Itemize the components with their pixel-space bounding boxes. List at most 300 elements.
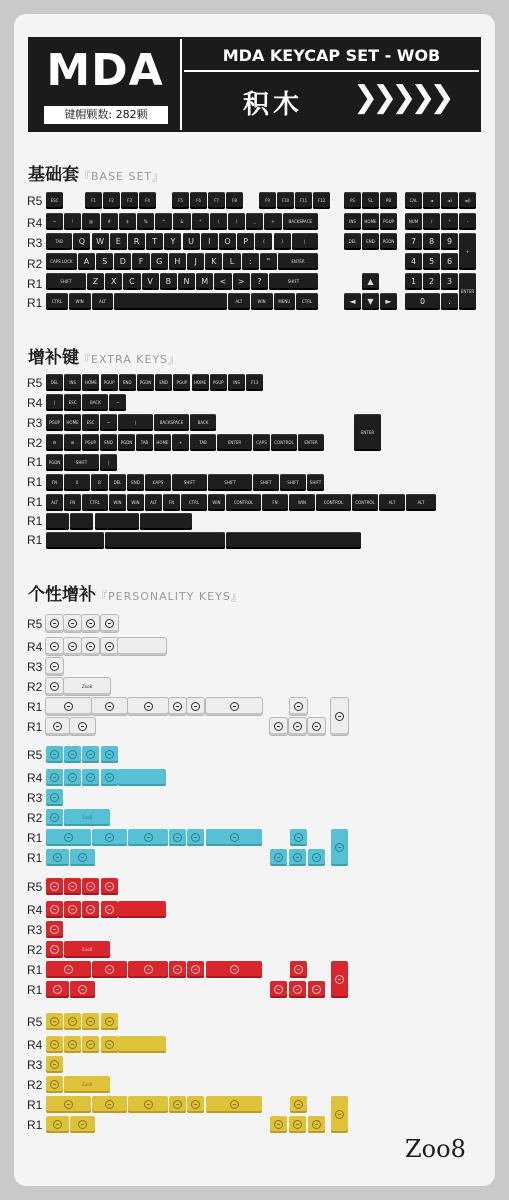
row-label: R3	[27, 1058, 43, 1072]
row-label: R3	[27, 236, 43, 250]
keycap: P	[237, 233, 254, 250]
keycap: SHIFT	[280, 474, 306, 491]
keycap	[101, 638, 118, 655]
keycap: E	[110, 233, 127, 250]
keycap	[64, 615, 81, 632]
keycap: *	[192, 213, 209, 230]
keycap: PGUP	[380, 213, 397, 230]
keycap	[308, 1116, 325, 1133]
row-label: R2	[27, 943, 43, 957]
animal-icon	[105, 882, 114, 891]
animal-icon	[335, 1110, 344, 1119]
keycap: D	[114, 253, 131, 270]
row-label: R2	[27, 811, 43, 825]
animal-icon	[64, 1100, 73, 1109]
section-title-base-en: 『BASE SET』	[79, 170, 165, 183]
animal-icon	[105, 642, 114, 651]
animal-icon	[144, 1100, 153, 1109]
animal-icon	[50, 925, 59, 934]
animal-icon	[293, 722, 302, 731]
keycap	[64, 901, 81, 918]
keycap: N	[178, 273, 195, 290]
keycap: 3	[441, 273, 458, 290]
keycap: Q	[73, 233, 90, 250]
keycap	[46, 513, 69, 530]
animal-icon	[105, 1100, 114, 1109]
animal-icon	[294, 1100, 303, 1109]
keycap	[46, 849, 69, 866]
keycap: CONTROL	[316, 494, 351, 511]
keycap: 9	[441, 233, 458, 250]
keycap: ENTER	[459, 273, 476, 310]
keycap: ESC	[82, 414, 99, 431]
row-label: R1	[27, 514, 43, 528]
animal-icon	[144, 833, 153, 842]
keycap: END	[100, 434, 117, 451]
keycap: 7	[405, 233, 422, 250]
keycap: BACKSPACE	[283, 213, 318, 230]
keycap: ENTER	[217, 434, 252, 451]
keycap: F12	[313, 192, 330, 209]
keycap: TAB	[190, 434, 216, 451]
row-label: R2	[27, 1078, 43, 1092]
keycap	[270, 849, 287, 866]
set-subtitle: 积木	[243, 90, 304, 120]
animal-icon	[68, 1040, 77, 1049]
keycap: ►	[380, 293, 397, 310]
keycap: F4	[139, 192, 156, 209]
keycap: 8	[423, 233, 440, 250]
animal-icon	[293, 1120, 302, 1129]
keycap: |	[46, 394, 63, 411]
keycap: DEL	[109, 474, 126, 491]
animal-icon	[105, 773, 114, 782]
keycap	[46, 961, 91, 978]
keycap: Zoo8	[64, 941, 110, 958]
keycap: #	[101, 213, 118, 230]
animal-icon	[230, 702, 239, 711]
keycap: BACK	[82, 394, 108, 411]
keycap: CONTROL	[271, 434, 297, 451]
keycap: M	[196, 273, 213, 290]
row-label: R1	[27, 277, 43, 291]
keycap	[92, 829, 127, 846]
animal-icon	[53, 722, 62, 731]
keycap	[331, 961, 348, 998]
keycap	[114, 293, 227, 310]
animal-icon	[68, 773, 77, 782]
keycap	[64, 746, 81, 763]
keycap: ALT	[145, 494, 162, 511]
keycap	[289, 718, 306, 735]
keycap: SHIFT	[269, 273, 318, 290]
animal-icon	[53, 985, 62, 994]
keycap: U	[183, 233, 200, 250]
animal-icon	[191, 1100, 200, 1109]
keycap: ?	[251, 273, 268, 290]
animal-icon	[335, 712, 344, 721]
animal-icon	[50, 642, 59, 651]
row-label: R1	[27, 296, 43, 310]
keycap: TAB	[46, 233, 72, 250]
keycap	[331, 698, 348, 735]
row-label: R4	[27, 771, 43, 785]
keycap	[46, 1116, 69, 1133]
keycap	[128, 961, 168, 978]
keycap: _	[246, 213, 263, 230]
row-label: R1	[27, 533, 43, 547]
keycap: ◄	[344, 293, 361, 310]
animal-icon	[64, 833, 73, 842]
animal-icon	[191, 965, 200, 974]
keycap: CONTROL	[352, 494, 378, 511]
animal-icon	[50, 882, 59, 891]
keycap	[46, 901, 63, 918]
keycap: PGDN	[380, 233, 397, 250]
keycap	[46, 1036, 63, 1053]
animal-icon	[312, 722, 321, 731]
row-label: R1	[27, 831, 43, 845]
keycap: DEL	[46, 374, 63, 391]
animal-icon	[105, 1040, 114, 1049]
keycap	[82, 615, 99, 632]
keycap: WIN	[289, 494, 315, 511]
keycap: ESC	[64, 394, 81, 411]
animal-icon	[294, 702, 303, 711]
row-label: R4	[27, 1038, 43, 1052]
keycap: ⊞	[64, 434, 81, 451]
keycap	[169, 1096, 186, 1113]
keycap	[46, 1096, 91, 1113]
keycap	[64, 878, 81, 895]
keycap: K	[205, 253, 222, 270]
keycap: PGUP	[82, 434, 99, 451]
row-label: R1	[27, 983, 43, 997]
keycap: END	[119, 374, 136, 391]
animal-icon	[68, 750, 77, 759]
keycap: %	[137, 213, 154, 230]
keycap	[270, 718, 287, 735]
animal-icon	[230, 833, 239, 842]
section-title-base-cn: 基础套	[28, 165, 79, 185]
keycap	[128, 1096, 168, 1113]
animal-icon	[86, 642, 95, 651]
keycap: WIN	[69, 293, 91, 310]
animal-icon	[53, 853, 62, 862]
animal-icon	[86, 619, 95, 628]
animal-icon	[144, 965, 153, 974]
keycap: NUM	[405, 213, 422, 230]
section-title-base	[28, 160, 164, 185]
keycap: ALT	[46, 494, 63, 511]
keycap	[308, 718, 325, 735]
animal-icon	[50, 619, 59, 628]
keycap: $	[119, 213, 136, 230]
animal-icon	[68, 1017, 77, 1026]
keycap: ▲	[362, 273, 379, 290]
keycap: ◄)	[441, 192, 458, 209]
keycap	[64, 769, 81, 786]
keycap: FN	[163, 494, 180, 511]
keycap: |	[118, 414, 153, 431]
keycap	[128, 829, 168, 846]
row-label: R3	[27, 791, 43, 805]
keycap: )	[228, 213, 245, 230]
keycap: +	[172, 434, 189, 451]
keycap: INS	[228, 374, 245, 391]
keycap	[70, 1116, 95, 1133]
keycap	[92, 698, 127, 715]
keycap	[105, 532, 225, 549]
keycap: DEL	[344, 233, 361, 250]
keycap: CTRL	[46, 293, 68, 310]
keycap	[101, 746, 118, 763]
keycap	[46, 532, 104, 549]
keycap: 0	[405, 293, 440, 310]
row-label: R4	[27, 903, 43, 917]
animal-icon	[105, 965, 114, 974]
animal-icon	[105, 619, 114, 628]
keycap: R	[128, 233, 145, 250]
keycap: WIN	[127, 494, 144, 511]
keycap: 5	[423, 253, 440, 270]
row-label: R2	[27, 257, 43, 271]
keycap: CONTROL	[226, 494, 261, 511]
profile-title: MDA	[46, 45, 164, 96]
keycap: HOME	[192, 374, 209, 391]
row-label: R4	[27, 216, 43, 230]
animal-icon	[64, 702, 73, 711]
keycap: ~	[100, 414, 117, 431]
keycap	[46, 638, 63, 655]
keycap: (	[210, 213, 227, 230]
keycap: HOME	[362, 213, 379, 230]
keycap	[46, 981, 69, 998]
keycap	[289, 1116, 306, 1133]
keycap	[206, 1096, 262, 1113]
keycap: WIN	[251, 293, 273, 310]
keycap: INS	[344, 213, 361, 230]
keycap	[70, 849, 95, 866]
keycap	[46, 809, 63, 826]
keycap: PGDN	[137, 374, 154, 391]
keycap: :	[242, 253, 259, 270]
keycap: Y	[164, 233, 181, 250]
keycap: F3	[121, 192, 138, 209]
keycap	[64, 638, 81, 655]
keycap	[169, 829, 186, 846]
animal-icon	[78, 722, 87, 731]
keycap: SHIFT	[46, 273, 86, 290]
keycap	[169, 698, 186, 715]
animal-icon	[68, 905, 77, 914]
keycap: SHIFT	[172, 474, 207, 491]
keycap: {	[255, 233, 272, 250]
keycap	[331, 1096, 348, 1133]
keycap: SHIFT	[307, 474, 324, 491]
keycap	[118, 901, 166, 918]
keycap	[206, 698, 262, 715]
keycap: ALT	[228, 293, 250, 310]
animal-icon	[86, 1040, 95, 1049]
keycap	[187, 1096, 204, 1113]
keycap	[270, 1116, 287, 1133]
keycap: Zoo8	[64, 809, 110, 826]
keycap: ENTER	[354, 414, 381, 451]
keycap	[101, 1036, 118, 1053]
keycap: FN	[46, 474, 63, 491]
animal-icon	[105, 833, 114, 842]
keycap	[46, 746, 63, 763]
section-title-personality-en: 『PERSONALITY KEYS』	[96, 590, 243, 603]
keycap	[82, 901, 99, 918]
row-label: R5	[27, 194, 43, 208]
section-title-personality	[28, 580, 243, 605]
keycap: SHIFT	[208, 474, 252, 491]
keycap: INS	[64, 374, 81, 391]
keycap: !	[64, 213, 81, 230]
keycap: CAPS	[145, 474, 171, 491]
keycap: CTRL	[296, 293, 318, 310]
row-label: R1	[27, 495, 43, 509]
keycap	[64, 1013, 81, 1030]
animal-icon	[78, 853, 87, 862]
keycap: .	[441, 293, 458, 310]
keycap: "	[260, 253, 277, 270]
keycap	[82, 769, 99, 786]
animal-icon	[50, 1040, 59, 1049]
keycap: CAPS LOCK	[46, 253, 77, 270]
animal-icon	[68, 619, 77, 628]
animal-icon	[293, 853, 302, 862]
keycap: ALT	[406, 494, 436, 511]
keycap: BACKSPACE	[154, 414, 189, 431]
keycap: PGDN	[118, 434, 135, 451]
keycap	[46, 921, 63, 938]
keycap: TAB	[136, 434, 153, 451]
keycap: ALT	[379, 494, 405, 511]
chevron-arrows-icon: ❯❯❯❯❯	[353, 80, 449, 115]
row-label: R1	[27, 1098, 43, 1112]
animal-icon	[274, 722, 283, 731]
keycap	[46, 658, 63, 675]
keycap: SHIFT	[64, 454, 99, 471]
keycap: W	[92, 233, 109, 250]
row-label: R2	[27, 436, 43, 450]
row-label: R5	[27, 1015, 43, 1029]
keycap: PGDN	[46, 454, 63, 471]
section-title-extra-en: 『EXTRA KEYS』	[79, 353, 181, 366]
keycap	[187, 961, 204, 978]
keycap: F	[132, 253, 149, 270]
keycap: H	[169, 253, 186, 270]
keycap: F10	[277, 192, 294, 209]
row-label: R4	[27, 640, 43, 654]
keycap	[270, 981, 287, 998]
animal-icon	[173, 833, 182, 842]
animal-icon	[274, 985, 283, 994]
keycap	[118, 1036, 166, 1053]
keycap	[187, 698, 204, 715]
keycap	[46, 1056, 63, 1073]
keycap: F9	[259, 192, 276, 209]
row-label: R1	[27, 851, 43, 865]
keycap	[101, 615, 118, 632]
animal-icon	[68, 642, 77, 651]
keycap	[226, 532, 361, 549]
keycap	[101, 769, 118, 786]
keycap: C	[123, 273, 140, 290]
keycap: SHIFT	[253, 474, 279, 491]
animal-icon	[78, 1120, 87, 1129]
keycap: CTRL	[82, 494, 108, 511]
animal-icon	[50, 1080, 59, 1089]
keycap: ENTER	[278, 253, 318, 270]
section-title-extra	[28, 343, 180, 368]
keycap: 1	[405, 273, 422, 290]
keycap: END	[362, 233, 379, 250]
animal-icon	[173, 1100, 182, 1109]
keycap: /	[423, 213, 440, 230]
animal-icon	[274, 1120, 283, 1129]
keycap	[46, 878, 63, 895]
keycap-count: 键帽颗数: 282颗	[44, 106, 168, 124]
keycap: ENTER	[298, 434, 324, 451]
keycap	[206, 829, 262, 846]
row-label: R1	[27, 1118, 43, 1132]
profile-box	[30, 39, 182, 130]
keycap	[82, 746, 99, 763]
animal-icon	[50, 1017, 59, 1026]
keycap	[331, 829, 348, 866]
keycap: PGUP	[210, 374, 227, 391]
keycap	[101, 1013, 118, 1030]
keycap: END	[155, 374, 172, 391]
keycap	[101, 901, 118, 918]
keycap: ⚙	[46, 434, 63, 451]
keycap: F1	[85, 192, 102, 209]
keycap: BACK	[190, 414, 216, 431]
keycap	[92, 961, 127, 978]
keycap: 0	[64, 474, 90, 491]
keycap: ◄	[423, 192, 440, 209]
keycap	[187, 829, 204, 846]
keycap: WIN	[109, 494, 126, 511]
keycap: 4	[405, 253, 422, 270]
animal-icon	[173, 702, 182, 711]
row-label: R5	[27, 880, 43, 894]
animal-icon	[312, 1120, 321, 1129]
keycap: ~	[46, 213, 63, 230]
keycap: |	[292, 233, 318, 250]
keycap: HOME	[64, 414, 81, 431]
keycap	[82, 638, 99, 655]
keycap: L	[223, 253, 240, 270]
animal-icon	[50, 1060, 59, 1069]
keycap: ~	[109, 394, 126, 411]
row-label: R1	[27, 700, 43, 714]
keycap	[290, 961, 307, 978]
row-label: R3	[27, 923, 43, 937]
keycap	[290, 1096, 307, 1113]
keycap: PGUP	[173, 374, 190, 391]
keycap	[308, 849, 325, 866]
keycap	[118, 638, 166, 655]
row-label: R5	[27, 617, 43, 631]
keycap	[46, 941, 63, 958]
keycap	[46, 678, 63, 695]
keycap: &	[173, 213, 190, 230]
